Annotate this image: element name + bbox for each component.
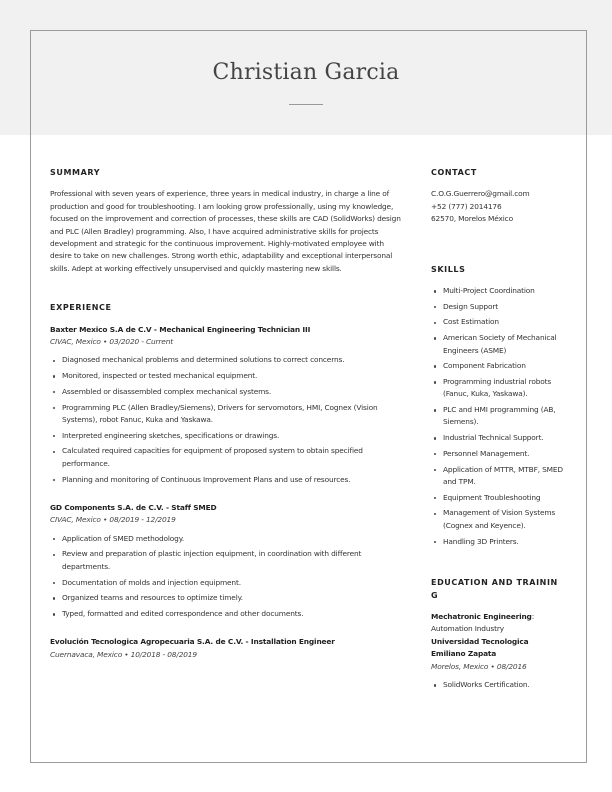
field: Automation Industry (431, 624, 504, 634)
degree-suffix: : (531, 611, 535, 621)
education-meta: Morelos, Mexico • 08/2016 (431, 661, 527, 671)
skill-item: Management of Vision Systems (Cognex and Keyence). (431, 507, 571, 532)
job-title: Evolución Tecnologica Agropecuaria S.A. de C.V. - Installation Engineer (50, 637, 335, 647)
skills-section (431, 264, 571, 548)
job-bullet: Monitored, inspected or tested mechanical equipment. (50, 370, 402, 382)
job-bullet: Application of SMED methodology. (50, 533, 402, 545)
job-bullet: Organized teams and resources to optimize timely. (50, 592, 402, 604)
skill-item: Application of MTTR, MTBF, SMED and TPM. (431, 464, 571, 489)
skills-heading: SKILLS (431, 264, 466, 274)
skill-item: Design Support (431, 301, 571, 313)
side-column (431, 167, 571, 695)
contact-email[interactable]: C.O.G.Guerrero@gmail.com (431, 189, 530, 199)
skill-item: Programming industrial robots (Fanuc, Kuka, Yaskawa). (431, 376, 571, 401)
education-heading: EDUCATION AND TRAININ G (431, 577, 558, 600)
job-meta: CIVAC, Mexico • 08/2019 - 12/2019 (50, 515, 176, 525)
skill-item: PLC and HMI programming (AB, Siemens). (431, 404, 571, 429)
skill-item: Cost Estimation (431, 316, 571, 328)
main-column (50, 167, 402, 677)
skill-item: Equipment Troubleshooting (431, 492, 571, 504)
job-bullet: Calculated required capacities for equipment of proposed system to obtain specified performance. (50, 445, 402, 470)
contact-section (431, 167, 571, 226)
job-entry (50, 324, 402, 486)
skill-item: American Society of Mechanical Engineers (ASME) (431, 332, 571, 357)
candidate-name: Christian Garcia (212, 60, 400, 85)
skill-item: Industrial Technical Support. (431, 432, 571, 444)
job-entry (50, 502, 402, 620)
job-title: Baxter Mexico S.A de C.V - Mechanical Engineering Technician III (50, 324, 311, 334)
skill-item: Component Fabrication (431, 360, 571, 372)
job-bullet: Review and preparation of plastic injection equipment, in coordination with different departments. (50, 548, 402, 573)
contact-heading: CONTACT (431, 168, 477, 177)
experience-section (50, 302, 402, 661)
degree: Mechatronic Engineering (431, 611, 532, 621)
summary-section (50, 167, 402, 275)
job-bullet: Diagnosed mechanical problems and determined solutions to correct concerns. (50, 354, 402, 366)
job-title: GD Components S.A. de C.V. - Staff SMED (50, 502, 217, 512)
school: Universidad Tecnologica Emiliano Zapata (431, 636, 529, 659)
job-bullet: Documentation of molds and injection equipment. (50, 577, 402, 589)
education-section (431, 576, 571, 691)
job-bullet: Programming PLC (Allen Bradley/Siemens), Drivers for servomotors, HMI, Cognex (Vision Systems), robot Fanuc, Kuka and Yaskawa. (50, 402, 402, 427)
job-bullet: Typed, formatted and edited correspondence and other documents. (50, 608, 402, 620)
job-bullet: Assembled or disassembled complex mechanical systems. (50, 386, 402, 398)
education-bullet: SolidWorks Certification. (431, 679, 571, 691)
skill-item: Personnel Management. (431, 448, 571, 460)
job-meta: CIVAC, Mexico • 03/2020 - Current (50, 337, 173, 347)
name-divider (289, 104, 323, 105)
summary-heading: SUMMARY (50, 168, 101, 177)
skill-item: Handling 3D Printers. (431, 536, 571, 548)
job-bullet: Planning and monitoring of Continuous Improvement Plans and use of resources. (50, 474, 402, 486)
skill-item: Multi-Project Coordination (431, 285, 571, 297)
experience-heading: EXPERIENCE (50, 303, 112, 313)
contact-phone: +52 (777) 2014176 (431, 201, 502, 211)
job-meta: Cuernavaca, Mexico • 10/2018 - 08/2019 (50, 649, 197, 659)
job-entry (50, 636, 402, 661)
summary-text: Professional with seven years of experience, three years in medical industry, in charge a line of production and good for troubleshooting. I am looking grow professionally, using my knowledge, focused on the improvement and correction of processes, these skills are CAD (SolidWorks) design and PLC (Allen Bradley) programming. Also, I have acquired administrative skills for projects development and strategic for the continuous improvement. Highly-motivated employee with desire to take on new challenges. Strong worth ethic, adaptability and exceptional interpersonal skills. Adept at working effectively unsupervised and quickly mastering new skills. (50, 189, 401, 273)
job-bullet: Interpreted engineering sketches, specifications or drawings. (50, 430, 402, 442)
contact-address: 62570, Morelos México (431, 214, 513, 224)
